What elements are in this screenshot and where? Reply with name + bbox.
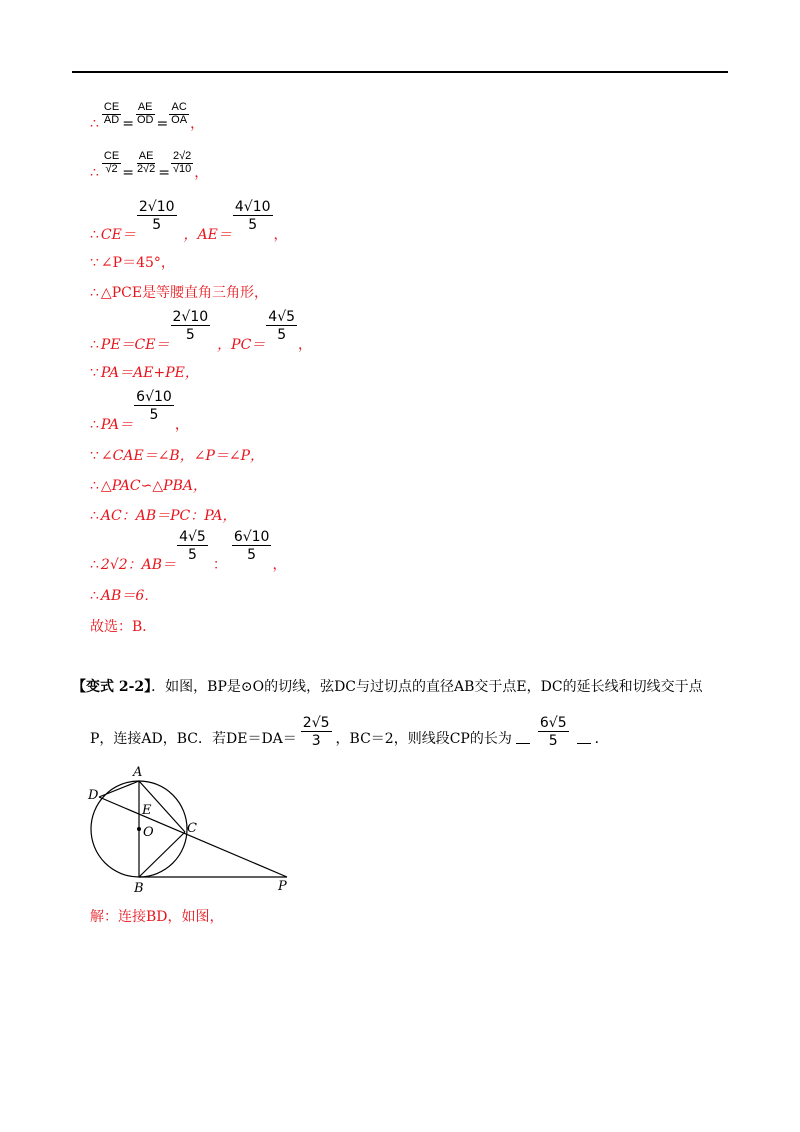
step-10: ∴ △PAC∽△PBA， (90, 478, 207, 494)
fraction: $\frac{2√10}{5}$ (172, 309, 209, 343)
answer-fraction: $\frac{6√5}{5}$ (539, 715, 567, 749)
fraction: $\frac{6√10}{5}$ (136, 389, 172, 423)
step-5: ∴ △PCE是等腰直角三角形， (90, 285, 269, 301)
step-7: ∵ PA＝AE+PE， (90, 365, 199, 381)
answer-blank (577, 743, 591, 744)
fraction: $\frac{4√10}{5}$ (234, 199, 271, 233)
fraction: $\frac{AE}{2√2}$ (136, 150, 156, 175)
fraction: $\frac{AE}{OD}$ (136, 101, 154, 126)
fraction: $\frac{4√5}{5}$ (179, 529, 206, 563)
step-9: ∵ ∠CAE＝∠B，∠P＝∠P， (90, 448, 265, 464)
label-P: P (278, 879, 287, 892)
fraction: $\frac{6√10}{5}$ (233, 529, 270, 563)
label-C: C (187, 821, 197, 836)
fraction: $\frac{CE}{AD}$ (103, 101, 120, 126)
fraction: $\frac{2√5}{3}$ (302, 715, 330, 749)
answer-blank (516, 743, 530, 744)
label-E: E (142, 803, 152, 818)
step-11: ∴ AC：AB＝PC：PA， (90, 508, 237, 524)
segment-ad (99, 781, 139, 797)
fraction: $\frac{4√5}{5}$ (268, 309, 296, 343)
center-point (137, 827, 141, 831)
step-8: ∴ PA＝ $\frac{6√10}{5}$ ， (90, 389, 189, 433)
solution-start: 解：连接BD，如图， (90, 909, 224, 925)
step-13: ∴ AB＝6． (90, 588, 159, 604)
step-3: ∴ CE＝ $\frac{2√10}{5}$ ，AE＝ $\frac{4√10}{5}$ ， (90, 199, 288, 243)
line-dp (99, 797, 287, 877)
label-O: O (143, 825, 154, 840)
geometry-figure (82, 762, 312, 892)
label-D: D (88, 788, 99, 803)
label-B: B (134, 881, 144, 892)
problem-line-2: P，连接AD，BC．若DE＝DA＝ $\frac{2√5}{3}$ ，BC＝2，则线段CP的长为 $\frac{6√5}{5}$ ． (90, 715, 609, 749)
answer-choice: 故选：B． (90, 619, 157, 635)
step-1: ∴ $\frac{CE}{AD}$ = $\frac{AE}{OD}$ = $\frac{AC}{OA}$ ， (90, 101, 205, 132)
fraction: $\frac{AC}{OA}$ (171, 101, 188, 126)
step-2: ∴ $\frac{CE}{√2}$ = $\frac{AE}{2√2}$ = $\frac{2√2}{√10}$ ， (90, 150, 209, 181)
header-rule (72, 71, 728, 73)
step-6: ∴ PE＝CE＝ $\frac{2√10}{5}$ ，PC＝ $\frac{4√5}{5}$ ， (90, 309, 313, 353)
fraction: $\frac{2√2}{√10}$ (172, 150, 192, 175)
problem-line-1: 【变式 2-2】．如图，BP是⊙O的切线，弦DC与过切点的直径AB交于点E，DC的延长线和切线交于点 (72, 679, 703, 695)
problem-tag: 【变式 2-2】 (72, 679, 152, 695)
fraction: $\frac{CE}{√2}$ (103, 150, 120, 175)
step-12: ∴ 2√2：AB＝ $\frac{4√5}{5}$ ： $\frac{6√10}{5}$ ， (90, 529, 287, 573)
fraction: $\frac{2√10}{5}$ (138, 199, 175, 233)
label-A: A (133, 765, 143, 780)
step-4: ∵ ∠P＝45°， (90, 255, 175, 271)
